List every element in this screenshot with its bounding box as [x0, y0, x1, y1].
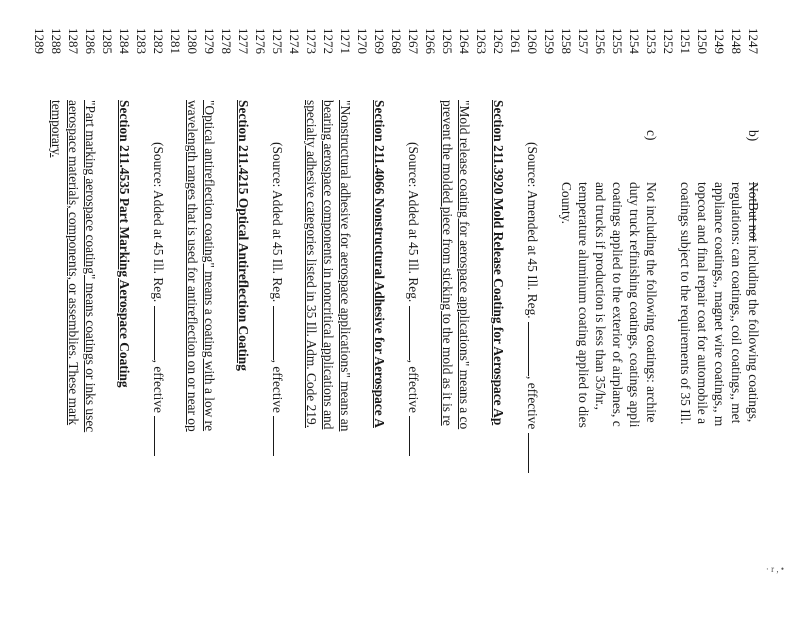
line-number: 1269 — [372, 28, 387, 54]
line-number: 1281 — [168, 28, 183, 54]
line-number: 1280 — [185, 28, 200, 54]
line-number: 1284 — [117, 28, 132, 54]
line-number: 1271 — [338, 28, 353, 54]
blank-line — [409, 306, 421, 360]
line-number: 1250 — [695, 28, 710, 54]
line-number: 1275 — [270, 28, 285, 54]
line-number: 1279 — [202, 28, 217, 54]
line-number: 1251 — [678, 28, 693, 54]
line-number: 1265 — [440, 28, 455, 54]
line-number: 1260 — [525, 28, 540, 54]
corner-marks: · r , • — [765, 564, 785, 575]
line-number: 1252 — [661, 28, 676, 54]
line-number: 1249 — [712, 28, 727, 54]
line-number: 1277 — [236, 28, 251, 54]
line-number: 1253 — [644, 28, 659, 54]
line-number: 1272 — [321, 28, 336, 54]
line-number: 1264 — [457, 28, 472, 54]
line-number: 1263 — [474, 28, 489, 54]
blank-line — [154, 416, 166, 456]
line-number: 1248 — [729, 28, 744, 54]
blank-line — [528, 322, 540, 376]
line-number: 1273 — [304, 28, 319, 54]
line-number: 1270 — [355, 28, 370, 54]
line-number: 1261 — [508, 28, 523, 54]
line-number: 1267 — [406, 28, 421, 54]
line-number: 1259 — [542, 28, 557, 54]
line-number: 1274 — [287, 28, 302, 54]
line-number: 1266 — [423, 28, 438, 54]
blank-line — [273, 416, 285, 456]
struck-text: NotBut not — [746, 182, 761, 242]
blank-line — [528, 433, 540, 473]
item-c-label: c) — [644, 130, 659, 141]
line-number: 1282 — [151, 28, 166, 54]
line-number: 1254 — [627, 28, 642, 54]
blank-line — [273, 306, 285, 360]
line-number: 1258 — [559, 28, 574, 54]
line-number: 1278 — [219, 28, 234, 54]
line-number: 1283 — [134, 28, 149, 54]
line-number: 1247 — [746, 28, 761, 54]
line-number: 1268 — [389, 28, 404, 54]
line-number: 1257 — [576, 28, 591, 54]
blank-line — [409, 416, 421, 456]
line-number: 1289 — [32, 28, 47, 54]
line-number: 1287 — [66, 28, 81, 54]
line-number: 1286 — [83, 28, 98, 54]
line-number: 1288 — [49, 28, 64, 54]
line-number: 1276 — [253, 28, 268, 54]
item-b-label: b) — [746, 130, 761, 142]
line-number: 1255 — [610, 28, 625, 54]
line-number: 1285 — [100, 28, 115, 54]
line-number: 1262 — [491, 28, 506, 54]
blank-line — [154, 306, 166, 360]
line-number: 1256 — [593, 28, 608, 54]
rotated-document-page: · r , • 1247 1248 1249 1250 1251 1252 1253 1254 1255 1256 1257 1258 1259 1260 1261 1262 1263 1264 1265 1266 1267 1268 1269 1270 1271 1272 1273 1274 1275 1276 1277 1278 1279 1280 1281 1282 1283 1284 1285 1286 1287 1288 1289 b) NotBut not including the following coatings, regulations: can coatings,, coil coatings,, met appliance coatings,, magnet wire coatings,, m topcoat and final repair coat for automobile a coatings subject to the requirements of 35 Ill. c) Not including the following coatings: archite duty truck refinishing coatings, coatings appli coatings applied to the exterior of airplanes, c and trucks if production is less than 35/hr., temperature aluminum coating applied to dies County. (Source: Amended at 45 Ill. Reg. , effective Section 211.3920 Mold Release Coating for Aerospace Ap "Mold release coating for aerospace applications" means a co prevent the molded piece from sticking to the mold as it is re (Source: Added at 45 Ill. Reg. , effective Section 211.4066 Nonstructural Adhesive for Aerospace A "Nonstructural adhesive for aerospace applications" means an bearing aerospace components in noncritical applications and specialty adhesive categories listed in 35 Ill. Adm. Code 219. (Source: Added at 45 Ill. Reg. , effective Section 211.4215 Optical Antireflection Coating "Optical antireflection coating" means a coating with a low re wavelength ranges that is used for antireflection on or near op (Source: Added at 45 Ill. Reg. , effective Section 211.4535 Part Marking Aerospace Coating "Part marking aerospace coating" means coatings or inks usec aerospace materials, components, or assemblies. These mark temporary. — [32, 28, 785, 575]
